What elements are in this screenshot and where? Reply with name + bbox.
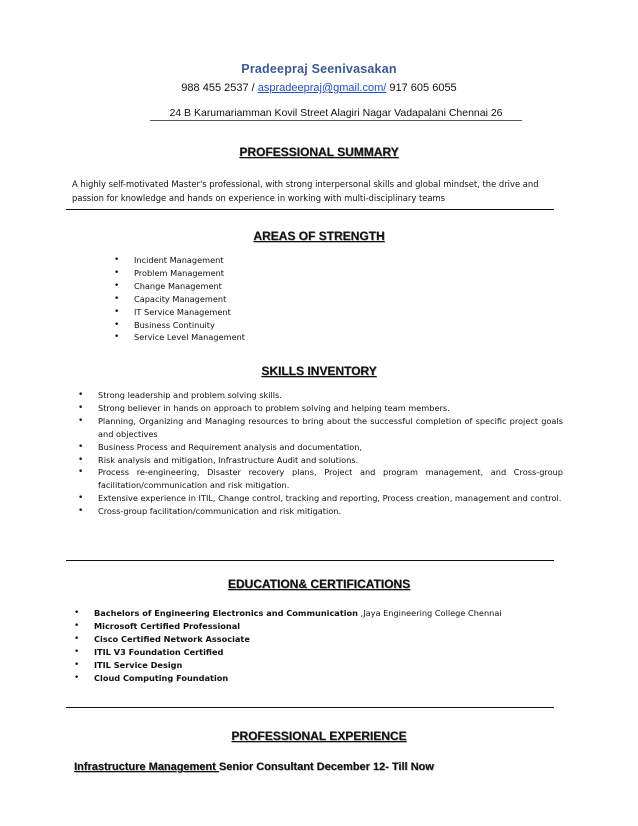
summary-text: A highly self-motivated Master's professional, with strong interpersonal skills and global mindset, the drive and passion for knowledge and hands on experience in working with multi-disciplinary teams xyxy=(72,179,539,203)
phone-secondary: 917 605 6055 xyxy=(389,82,457,94)
section-title-education: EDUCATION& CERTIFICATIONS xyxy=(227,577,411,591)
divider xyxy=(66,560,554,561)
bullet: • xyxy=(78,493,84,504)
section-title-summary: PROFESSIONAL SUMMARY xyxy=(239,145,399,159)
experience-role-line xyxy=(74,761,434,773)
list-item: • Cisco Certified Network Associate xyxy=(74,633,250,644)
bullet: • xyxy=(74,659,80,670)
list-item: • Business Process and Requirement analysis and documentation, xyxy=(78,441,363,452)
bullet: • xyxy=(78,454,84,465)
phone-primary: 988 455 2537 / xyxy=(181,82,255,94)
bullet: • xyxy=(74,608,80,618)
divider xyxy=(66,707,554,708)
email-link[interactable]: aspradeepraj@gmail.com/ xyxy=(257,82,387,94)
list-item: • Business Continuity xyxy=(114,319,215,330)
list-item: • Problem Management xyxy=(114,267,225,278)
section-title-skills: SKILLS INVENTORY xyxy=(261,364,377,378)
bullet: • xyxy=(78,506,84,517)
strength-list xyxy=(114,254,246,344)
candidate-name: Pradeepraj Seenivasakan xyxy=(241,62,397,76)
bullet: • xyxy=(78,390,84,400)
section-title-experience: PROFESSIONAL EXPERIENCE xyxy=(231,729,407,743)
bullet: • xyxy=(74,646,80,657)
divider xyxy=(66,209,554,210)
list-item: • Risk analysis and mitigation, Infrastructure Audit and solutions. xyxy=(78,454,359,465)
list-item: • Microsoft Certified Professional xyxy=(74,620,241,631)
role-department: Infrastructure Management xyxy=(74,761,219,773)
college-name: ,Jaya Engineering College Chennai xyxy=(358,608,502,618)
bullet: • xyxy=(78,441,84,452)
address-line: 24 B Karumariamman Kovil Street Alagiri Nagar Vadapalani Chennai 26 xyxy=(150,107,522,121)
bullet: • xyxy=(78,402,84,413)
bullet: • xyxy=(78,467,84,478)
bullet: • xyxy=(114,280,120,291)
bullet: • xyxy=(74,620,80,631)
bullet: • xyxy=(114,267,120,278)
role-title-dates: Senior Consultant December 12- Till Now xyxy=(218,761,434,773)
list-item: • Extensive experience in ITIL, Change control, tracking and reporting, Process creation, management and control. xyxy=(78,493,562,504)
list-item: • Cross-group facilitation/communication and risk mitigation. xyxy=(78,506,342,517)
list-item: • Strong leadership and problem solving skills. xyxy=(78,390,282,400)
bullet: • xyxy=(78,415,84,426)
list-item: • Change Management xyxy=(114,280,222,291)
list-item: • ITIL V3 Foundation Certified xyxy=(74,646,224,657)
bullet: • xyxy=(74,633,80,644)
bullet: • xyxy=(114,255,120,265)
list-item: • Cloud Computing Foundation xyxy=(74,672,229,683)
list-item: • IT Service Management xyxy=(114,306,231,317)
bullet: • xyxy=(114,293,120,304)
list-item xyxy=(74,607,564,620)
list-item: • Process re-engineering, Disaster recovery plans, Project and program management, and Cross-group facilitation/communication and risk mitigation. xyxy=(78,467,563,491)
list-item: • Strong believer in hands on approach to problem solving and helping team members. xyxy=(78,402,450,413)
skills-list xyxy=(78,389,563,518)
degree-name: Bachelors of Engineering Electronics and Communication xyxy=(94,608,359,618)
list-item: • ITIL Service Design xyxy=(74,659,183,670)
bullet: • xyxy=(114,306,120,317)
list-item: • Capacity Management xyxy=(114,293,227,304)
bullet: • xyxy=(74,672,80,683)
contact-line xyxy=(0,82,638,94)
bullet: • xyxy=(114,319,120,330)
section-title-strength: AREAS OF STRENGTH xyxy=(253,229,385,243)
education-list xyxy=(74,607,564,684)
list-item: • Planning, Organizing and Managing resources to bring about the successful completion of specific project goals and objectives xyxy=(78,415,563,439)
list-item: • Incident Management xyxy=(114,255,224,265)
list-item: • Service Level Management xyxy=(114,332,246,343)
bullet: • xyxy=(114,332,120,343)
